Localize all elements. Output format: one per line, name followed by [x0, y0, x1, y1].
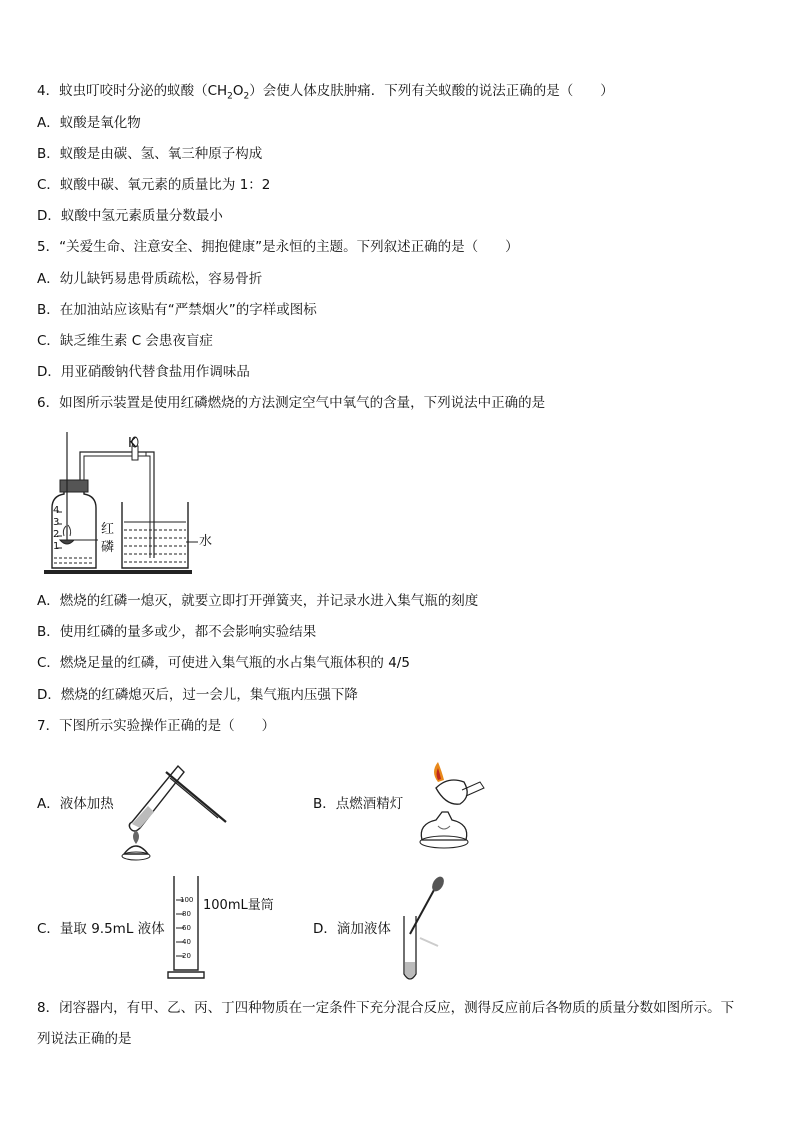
q6-option-a: A．燃烧的红磷一熄灭，就要立即打开弹簧夹，并记录水进入集气瓶的刻度 — [37, 593, 479, 609]
rubber-stopper — [60, 480, 88, 492]
scale-mark-3: 3 — [53, 517, 60, 528]
q5-option-c: C．缺乏维生素 C 会患夜盲症 — [37, 333, 213, 349]
cylinder-tick-20: 20 — [182, 952, 191, 960]
smudge-mark — [420, 938, 438, 946]
question-6-stem: 6．如图所示装置是使用红磷燃烧的方法测定空气中氧气的含量，下列说法中正确的是 — [37, 395, 546, 411]
phosphorus-label-1: 红 — [101, 522, 115, 537]
scale-mark-4: 4 — [53, 505, 60, 516]
clamp-label: K — [128, 436, 137, 451]
cylinder-tick-100: 100 — [180, 896, 194, 904]
liquid-heating-figure — [118, 752, 228, 862]
question-8-stem-line2: 列说法正确的是 — [37, 1031, 132, 1047]
q6-option-b: B．使用红磷的量多或少，都不会影响实验结果 — [37, 624, 317, 640]
q4-option-d: D．蚁酸中氢元素质量分数最小 — [37, 208, 223, 224]
q7-option-b: B．点燃酒精灯 — [313, 796, 404, 812]
tube-into-beaker — [150, 452, 154, 558]
q4-option-a: A．蚁酸是氧化物 — [37, 115, 141, 131]
q5-option-d: D．用亚硝酸钠代替食盐用作调味品 — [37, 364, 250, 380]
tube-holder — [166, 772, 226, 822]
q4-option-b: B．蚁酸是由碳、氢、氧三种原子构成 — [37, 146, 263, 162]
water-beaker — [122, 502, 188, 568]
question-8-stem-line1: 8．闭容器内，有甲、乙、丙、丁四种物质在一定条件下充分混合反应，测得反应前后各物质的质量分数如图所示。下 — [37, 1000, 735, 1016]
q7-option-c: C．量取 9.5mL 液体 — [37, 921, 165, 937]
dropping-liquid-figure — [398, 876, 448, 986]
alcohol-lamp-base — [122, 852, 150, 860]
scale-mark-2: 2 — [53, 529, 60, 540]
question-5-stem: 5．“关爱生命、注意安全、拥抱健康”是永恒的主题。下列叙述正确的是（ ） — [37, 239, 519, 255]
q6-option-d: D．燃烧的红磷熄灭后，过一会儿，集气瓶内压强下降 — [37, 687, 358, 703]
lamp-wick — [438, 826, 450, 829]
cylinder-tick-60: 60 — [182, 924, 191, 932]
cylinder-tick-40: 40 — [182, 938, 191, 946]
q5-option-a: A．幼儿缺钙易患骨质疏松，容易骨折 — [37, 271, 263, 287]
cylinder-tick-80: 80 — [182, 910, 191, 918]
tube-holder-arm — [170, 778, 218, 818]
dropper-bulb — [430, 875, 447, 894]
q5-option-b: B．在加油站应该贴有“严禁烟火”的字样或图标 — [37, 302, 317, 318]
q7-option-d: D．滴加液体 — [313, 921, 391, 937]
water-label: 水 — [199, 534, 213, 549]
cylinder-label: 100mL量筒 — [203, 898, 274, 913]
q7-option-a: A．液体加热 — [37, 796, 114, 812]
combustion-spoon — [60, 540, 74, 544]
lighting-alcohol-lamp-figure — [408, 760, 498, 860]
phosphorus-label-2: 磷 — [101, 540, 115, 555]
burner-flame — [133, 830, 139, 844]
question-4-stem: 4．蚊虫叮咬时分泌的蚁酸$(CH_2O_2)$会使人体皮肤肿痛．下列有关蚁酸的说法正确的是（ ） — [37, 83, 614, 102]
test-tube-d-liquid — [405, 962, 415, 978]
q6-option-c: C．燃烧足量的红磷，可使进入集气瓶的水占集气瓶体积的 4/5 — [37, 655, 410, 671]
oxygen-measurement-apparatus — [40, 432, 240, 582]
tube-into-beaker-inner — [146, 456, 150, 558]
upright-lamp-base — [420, 836, 468, 848]
apparatus-base — [44, 570, 192, 574]
question-7-stem: 7．下图所示实验操作正确的是（ ） — [37, 718, 276, 734]
dropper — [410, 890, 434, 934]
scale-mark-1: 1 — [53, 541, 60, 552]
q4-option-c: C．蚁酸中碳、氧元素的质量比为 1：2 — [37, 177, 271, 193]
tilted-lamp — [436, 780, 467, 804]
cylinder-base — [168, 972, 204, 978]
